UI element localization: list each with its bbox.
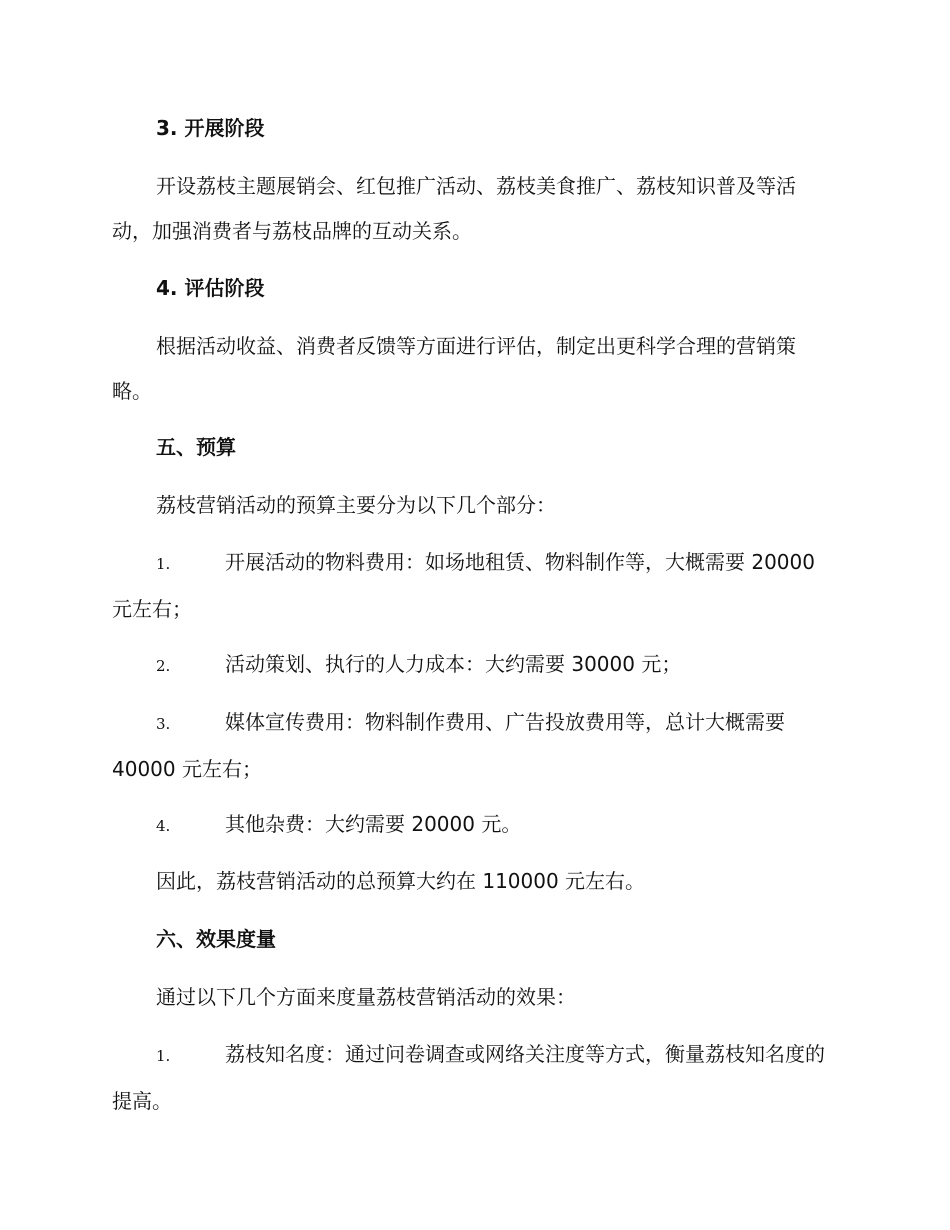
list-item: [112, 642, 834, 689]
list-item: [112, 802, 834, 849]
list-item-number: 4.: [156, 817, 171, 835]
list-item-text: 媒体宣传费用：物料制作费用、广告投放费用等，总计大概需要 40000 元左右；: [112, 710, 785, 781]
paragraph: 通过以下几个方面来度量荔枝营销活动的效果：: [156, 985, 576, 1009]
list-item-number: 1.: [156, 555, 171, 573]
list-item: [112, 700, 834, 792]
paragraph: 开设荔枝主题展销会、红包推广活动、荔枝美食推广、荔枝知识普及等活动，加强消费者与荔枝品牌的互动关系。: [112, 174, 796, 243]
list-item-text: 荔枝知名度：通过问卷调查或网络关注度等方式，衡量荔枝知名度的提高。: [112, 1042, 825, 1113]
list-item-number: 1.: [156, 1047, 171, 1065]
paragraph: 根据活动收益、消费者反馈等方面进行评估，制定出更科学合理的营销策略。: [112, 334, 796, 403]
list-item-text: 其他杂费：大约需要 20000 元。: [225, 812, 522, 836]
list-item: [112, 540, 834, 632]
paragraph: 荔枝营销活动的预算主要分为以下几个部分：: [156, 493, 556, 517]
list-item: [112, 1032, 834, 1124]
section-heading: 4. 评估阶段: [156, 276, 265, 300]
section-heading: 3. 开展阶段: [156, 116, 265, 140]
list-item-number: 2.: [156, 657, 171, 675]
list-item-text: 开展活动的物料费用：如场地租赁、物料制作等，大概需要 20000 元左右；: [112, 550, 815, 621]
section-heading: 六、效果度量: [156, 927, 276, 951]
paragraph: 因此，荔枝营销活动的总预算大约在 110000 元左右。: [156, 869, 646, 893]
list-item-number: 3.: [156, 715, 171, 733]
list-item-text: 活动策划、执行的人力成本：大约需要 30000 元；: [225, 652, 682, 676]
section-heading: 五、预算: [156, 435, 236, 459]
